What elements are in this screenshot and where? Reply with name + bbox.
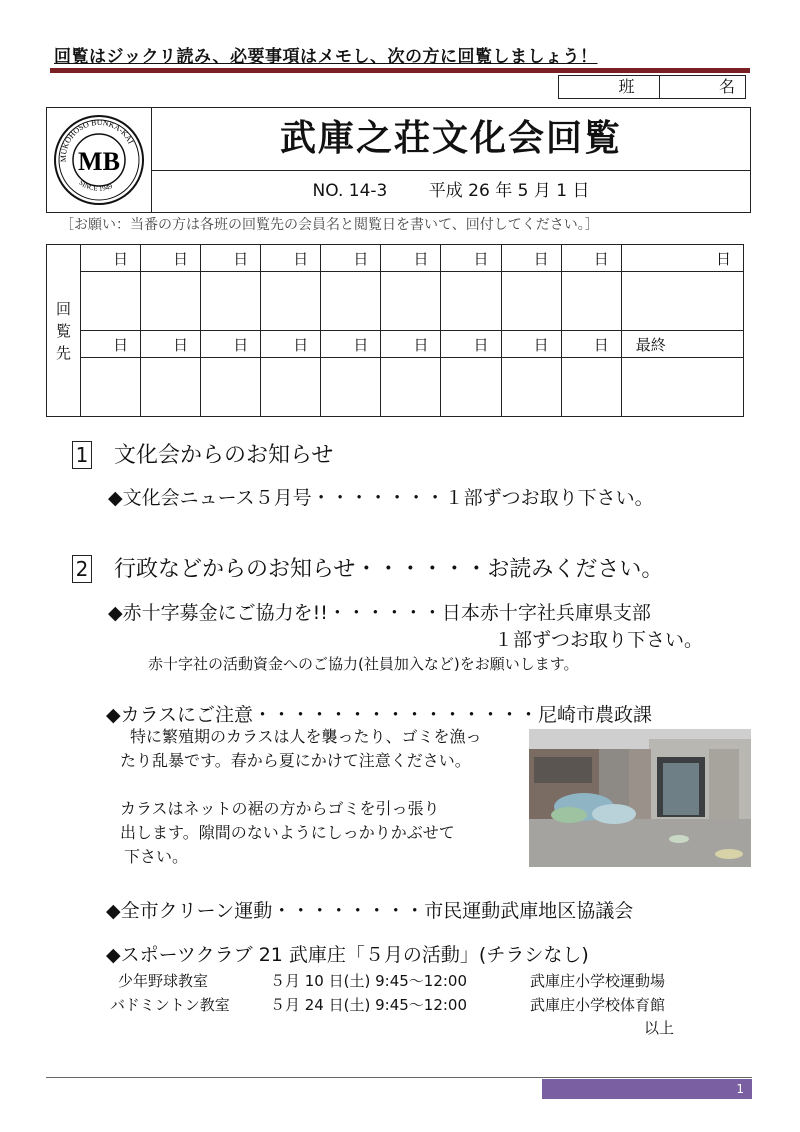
name-cell[interactable]: [141, 272, 201, 331]
name-cell[interactable]: [381, 358, 441, 417]
crow-heading: ◆カラスにご注意・・・・・・・・・・・・・・・尼崎市農政課: [106, 704, 653, 726]
name-cell[interactable]: [441, 358, 501, 417]
name-cell[interactable]: [381, 272, 441, 331]
sports-row-2-date: ５月 24 日(土) 9:45～12:00: [270, 996, 468, 1014]
date-cell[interactable]: 日: [141, 245, 201, 272]
garbage-photo: [529, 729, 751, 867]
name-cell[interactable]: [201, 358, 261, 417]
name-cell[interactable]: [321, 272, 381, 331]
date-cell[interactable]: 日: [501, 331, 561, 358]
logo-cell: [47, 108, 152, 212]
name-cell[interactable]: [501, 272, 561, 331]
final-cell[interactable]: 最終: [621, 331, 743, 358]
section-1-title: 文化会からのお知らせ: [114, 443, 334, 468]
name-cell[interactable]: [261, 272, 321, 331]
page-title: 武庫之荘文化会回覧: [152, 108, 750, 171]
sports-row-1-date: ５月 10 日(土) 9:45～12:00: [270, 972, 468, 990]
date-cell[interactable]: 日: [321, 331, 381, 358]
date-cell[interactable]: 日: [261, 245, 321, 272]
date-cell[interactable]: 日: [321, 245, 381, 272]
date-cell[interactable]: 日: [501, 245, 561, 272]
name-cell[interactable]: [561, 358, 621, 417]
crow-paragraph-1b: たり乱暴です。春から夏にかけて注意ください。: [120, 751, 471, 770]
red-cross-heading: ◆赤十字募金にご協力を!!・・・・・・日本赤十字社兵庫県支部: [108, 602, 651, 624]
notice-banner: 回覧はジックリ読み、必要事項はメモし、次の方に回覧しましょう！: [54, 47, 598, 67]
red-cross-note: 赤十字社の活動資金へのご協力(社員加入など)をお願いします。: [148, 655, 579, 673]
name-cell[interactable]: [81, 272, 141, 331]
name-cell[interactable]: [81, 358, 141, 417]
date-cell[interactable]: 日: [441, 245, 501, 272]
issue-date: 平成 26 年 5 月 1 日: [428, 181, 590, 201]
page-number-bar: [542, 1079, 752, 1099]
name-cell[interactable]: [261, 358, 321, 417]
sports-row-1-place: 武庫庄小学校運動場: [530, 972, 666, 990]
date-cell[interactable]: 日: [201, 331, 261, 358]
section-1-item: ◆文化会ニュース５月号・・・・・・・１部ずつお取り下さい。: [108, 487, 654, 509]
logo-since-text: SINCE 1949: [77, 178, 114, 193]
name-cell[interactable]: [441, 272, 501, 331]
sports-heading: ◆スポーツクラブ 21 武庫庄「５月の活動」(チラシなし): [106, 944, 589, 966]
crow-paragraph-2b: 出します。隙間のないようにしっかりかぶせて: [120, 823, 455, 842]
mb-logo-icon: [47, 108, 151, 212]
section-2-title: 行政などからのお知らせ・・・・・・お読みください。: [114, 557, 664, 582]
section-1-heading: [72, 438, 333, 469]
logo-ring-text: MUKOHOSO BUNKA-KAI: [58, 117, 136, 163]
crow-paragraph-2c: 下さい。: [124, 847, 189, 866]
name-cell[interactable]: [141, 358, 201, 417]
circulation-side-label: 回 覧 先: [47, 245, 81, 417]
sports-row-1-name: 少年野球教室: [118, 972, 209, 990]
name-cell[interactable]: [621, 358, 743, 417]
mei-label: 名: [718, 77, 735, 96]
logo-initials: MB: [78, 147, 120, 176]
date-cell[interactable]: 日: [381, 331, 441, 358]
sports-row-2-place: 武庫庄小学校体育館: [530, 996, 666, 1014]
name-cell[interactable]: [621, 272, 743, 331]
red-cross-take-one: １部ずつお取り下さい。: [494, 629, 704, 651]
request-note: ［お願い：当番の方は各班の回覧先の会員名と閲覧日を書いて、回付してください。］: [60, 217, 599, 233]
section-2-number: 2: [72, 555, 92, 583]
han-label: 班: [559, 76, 660, 98]
name-cell[interactable]: [501, 358, 561, 417]
issue-line: [152, 171, 750, 212]
section-2-heading: [72, 552, 663, 583]
footer-rule: [46, 1077, 752, 1078]
end-mark: 以上: [644, 1019, 675, 1037]
clean-campaign: ◆全市クリーン運動・・・・・・・・市民運動武庫地区協議会: [106, 900, 634, 922]
date-cell[interactable]: 日: [261, 331, 321, 358]
date-cell[interactable]: 日: [381, 245, 441, 272]
date-cell[interactable]: 日: [561, 245, 621, 272]
han-name-box: [558, 75, 746, 99]
crow-paragraph-1a: 特に繁殖期のカラスは人を襲ったり、ゴミを漁っ: [130, 727, 482, 746]
date-cell[interactable]: 日: [561, 331, 621, 358]
date-cell[interactable]: 日: [621, 245, 743, 272]
page-number: 1: [736, 1082, 744, 1096]
date-cell[interactable]: 日: [81, 331, 141, 358]
header-rule: [50, 68, 750, 73]
name-cell[interactable]: [321, 358, 381, 417]
name-cell[interactable]: [561, 272, 621, 331]
crow-paragraph-2a: カラスはネットの裾の方からゴミを引っ張り: [120, 799, 440, 818]
date-cell[interactable]: 日: [141, 331, 201, 358]
header-box: [46, 107, 751, 213]
date-cell[interactable]: 日: [81, 245, 141, 272]
section-1-number: 1: [72, 441, 92, 469]
name-cell[interactable]: [201, 272, 261, 331]
date-cell[interactable]: 日: [441, 331, 501, 358]
date-cell[interactable]: 日: [201, 245, 261, 272]
circulation-table: [46, 244, 744, 417]
issue-number: NO. 14-3: [312, 181, 388, 201]
sports-row-2-name: バドミントン教室: [110, 996, 230, 1014]
